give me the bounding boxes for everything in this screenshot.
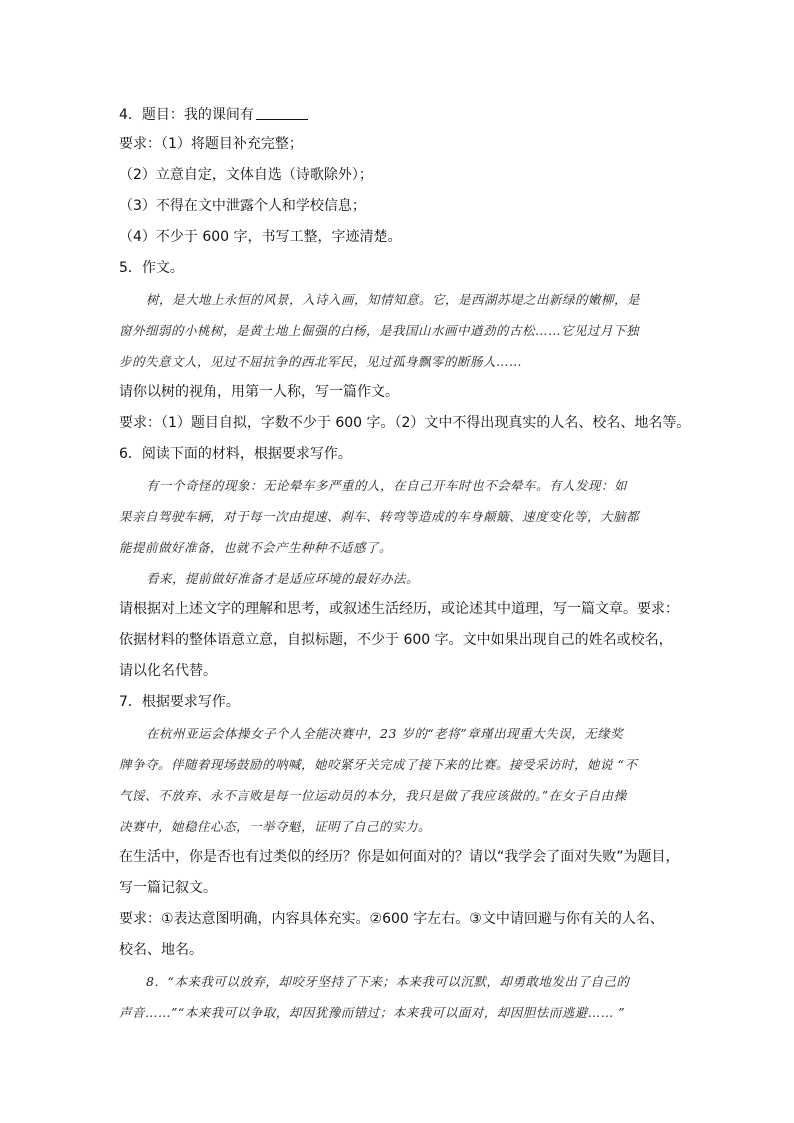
q7-title: 7．根据要求写作。 — [119, 694, 240, 710]
q6-task: 依据材料的整体语意立意，自拟标题，不少于 600 字。文中如果出现自己的姓名或校名， — [119, 632, 673, 648]
q8-prompt-line: 声音……”“本来我可以争取，却因犹豫而错过；本来我可以面对，却因胆怯而逃避…… ” — [119, 1005, 626, 1020]
q7-requirement: 校名、地名。 — [119, 942, 203, 958]
q7-task: 在生活中，你是否也有过类似的经历？你是如何面对的？请以“我学会了面对失败”为题目， — [119, 849, 680, 865]
q7-requirement: 要求：①表达意图明确，内容具体充实。②600 字左右。③文中请回避与你有关的人名、 — [119, 911, 664, 927]
q6-task: 请根据对上述文字的理解和思考，或叙述生活经历，或论述其中道理，写一篇文章。要求： — [119, 601, 679, 617]
q4-requirement-3: （3）不得在文中泄露个人和学校信息； — [119, 198, 366, 214]
q8-prompt-line: 8．“本来我可以放弃，却咬牙坚持了下来；本来我可以沉默，却勇敢地发出了自己的 — [146, 974, 630, 989]
q7-material-line: 决赛中，她稳住心态，一举夺魁，证明了自己的实力。 — [119, 819, 432, 834]
q7-task: 写一篇记叙文。 — [119, 880, 217, 896]
q6-material-line: 看来，提前做好准备才是适应环境的最好办法。 — [146, 571, 420, 586]
q4-requirement-2: （2）立意自定，文体自选（诗歌除外）； — [119, 167, 373, 183]
q4-requirement-4: （4）不少于 600 字，书写工整，字迹清楚。 — [119, 229, 402, 245]
q6-material-line: 能提前做好准备，也就不会产生种种不适感了。 — [119, 540, 393, 555]
q6-title: 6．阅读下面的材料，根据要求写作。 — [119, 446, 352, 462]
q4-title: 4．题目：我的课间有 — [119, 105, 308, 125]
q7-material-line: 在杭州亚运会体操女子个人全能决赛中，23 岁的“老将”章瑾出现重大失误，无缘奖 — [146, 726, 624, 741]
q5-material-line: 树，是大地上永恒的风景，入诗入画，知情知意。它，是西湖苏堤之出新绿的嫩柳，是 — [146, 292, 641, 307]
q6-material-line: 有一个奇怪的现象：无论晕车多严重的人，在自己开车时也不会晕车。有人发现：如 — [146, 478, 628, 493]
q5-material-line: 窗外细弱的小桃树，是黄土地上倔强的白杨，是我国山水画中遒劲的古松……它见过月下独 — [119, 323, 640, 338]
q6-material-line: 果亲自驾驶车辆，对于每一次由提速、刹车、转弯等造成的车身颠簸、速度变化等，大脑都 — [119, 509, 640, 524]
q4-requirement-1: 要求：（1）将题目补充完整； — [119, 136, 303, 152]
q5-task: 请你以树的视角，用第一人称，写一篇作文。 — [119, 384, 399, 400]
q5-title: 5．作文。 — [119, 260, 184, 276]
fill-in-blank — [256, 105, 308, 120]
q5-material-line: 步的失意文人，见过不屈抗争的西北军民，见过孤身飘零的断肠人…… — [119, 354, 523, 369]
q7-material-line: 气馁、不放弃、永不言败是每一位运动员的本分，我只是做了我应该做的。”在女子自由操 — [119, 788, 627, 803]
q5-requirement: 要求：（1）题目自拟，字数不少于 600 字。（2）文中不得出现真实的人名、校名、地名等。 — [119, 415, 691, 431]
q6-task: 请以化名代替。 — [119, 663, 217, 679]
q7-material-line: 牌争夺。伴随着现场鼓励的呐喊，她咬紧牙关完成了接下来的比赛。接受采访时，她说 “不 — [119, 757, 638, 772]
